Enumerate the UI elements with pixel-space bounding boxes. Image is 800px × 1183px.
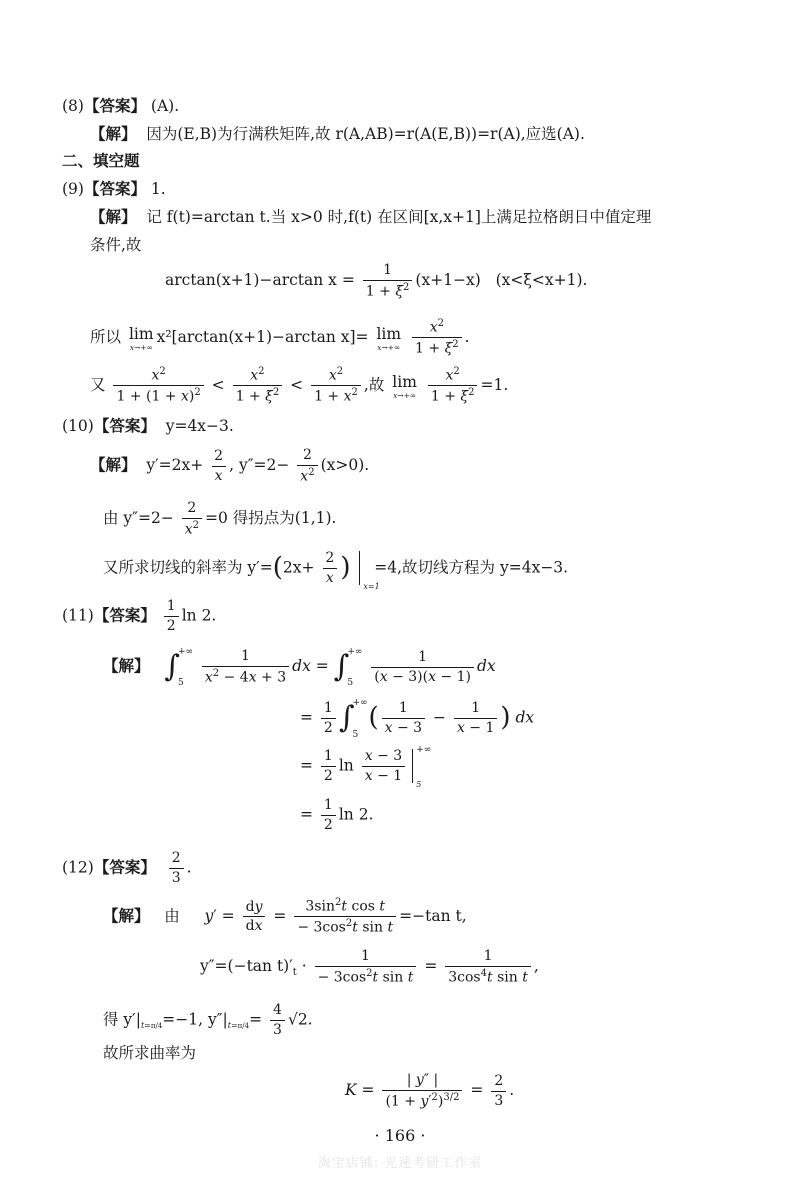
q10-tangent: 又所求切线的斜率为 y′=(2x+ $\frac{2}{x}$ ) x=1 =4,故切线方程为 y=4x−3. xyxy=(103,550,569,591)
q12-answer: . xyxy=(186,858,192,877)
page-number: · 166 · xyxy=(374,1126,426,1145)
q9-label: (9) xyxy=(62,180,84,198)
q11-dx-1: dx xyxy=(292,657,311,676)
q12-y-double-prime: y″=(−tan t)′ xyxy=(200,957,293,976)
q10-solution-tag: 【解】 xyxy=(90,456,137,475)
q8-answer: (A). xyxy=(150,97,180,115)
q9-lim-sub-3: x→+∞ xyxy=(393,390,417,400)
q12-by: 由 xyxy=(164,906,180,925)
q10-inflection-a: 由 y″=2− xyxy=(103,509,174,528)
q12-first-derivative: 【解】 由 y′ = $\frac{dy}{dx}$ = $\frac{3\sin^2t \cos t}{- 3\cos^2t \sin t}$ =−tan t, xyxy=(103,897,467,937)
q10-first-derivative: y′=2x+ xyxy=(146,456,204,475)
q10-domain: (x>0). xyxy=(320,456,370,475)
q12-dot: · xyxy=(301,957,307,976)
q11-answer: ln 2. xyxy=(181,606,217,625)
q11-answer-line: (11)【答案】 $\frac{1}{2}$ ln 2. xyxy=(62,598,217,634)
q12-y-prime-result: =−tan t, xyxy=(399,906,467,925)
q9-limit-fraction: $\frac{x^2}{1 + \xi^2}$ xyxy=(412,318,462,358)
q9-solution-tag: 【解】 xyxy=(90,208,137,226)
q8-solution-text: 因为(E,B)为行满秩矩阵,故 r(A,AB)=r(A(E,B))=r(A),应选(A). xyxy=(146,125,585,143)
q8-solution-tag: 【解】 xyxy=(90,125,137,143)
q9-answer: 1. xyxy=(150,180,166,198)
q9-solution-line1 xyxy=(90,208,651,227)
q12-solution-tag: 【解】 xyxy=(103,906,150,925)
q8-answer-line xyxy=(62,97,179,116)
q12-values-a: 得 y′| xyxy=(103,1010,141,1029)
q10-second-derivative: , y″=2− xyxy=(229,456,290,475)
q10-label: (10) xyxy=(62,417,94,435)
q11-integral-line1: 【解】 ∫ +∞ 5 $\frac{1}{x^2 - 4x + 3}$ dx = ∫ +∞ 5 $\frac{1}{(x - 3)(x - 1)}$ dx xyxy=(103,647,496,689)
q11-integral-line3: = $\frac{1}{2}$ ln $\frac{x - 3}{x - 1}$ +∞ 5 xyxy=(300,745,432,789)
q9-squeeze-equation: 又 $\frac{x^2}{1 + (1 + x)^2}$ < $\frac{x^2}{1 + \xi^2}$ < $\frac{x^2}{1 + x^2}$ ,故 lim x→+∞ $\frac{x^2}{1 + \xi^2}$ =1. xyxy=(90,366,509,406)
q12-K: K = xyxy=(345,1081,375,1100)
q10-answer-line xyxy=(62,417,234,436)
q9-solution-text-1: 记 f(t)=arctan t.当 x>0 时,f(t) 在区间[x,x+1]上满足拉格朗日中值定理 xyxy=(146,208,652,226)
q11-label: (11) xyxy=(62,606,94,625)
q12-sub-t: t xyxy=(292,967,297,979)
q9-also-prefix: 又 xyxy=(90,375,106,394)
section-title: 二、填空题 xyxy=(62,152,140,170)
q10-tangent-c: =4,故切线方程为 y=4x−3. xyxy=(374,558,569,577)
q11-integral-line4: = $\frac{1}{2}$ ln 2. xyxy=(300,797,374,833)
q11-ln: ln xyxy=(338,756,354,775)
q12-answer-tag: 【答案】 xyxy=(93,858,156,877)
q8-label: (8) xyxy=(62,97,84,115)
watermark: 淘宝店铺: 光速考研工作室 xyxy=(317,1156,483,1171)
q12-values-c: √2. xyxy=(287,1010,313,1029)
q10-derivatives: 【解】 y′=2x+ $\frac{2}{x}$ , y″=2− $\frac{2}{x^2}$ (x>0). xyxy=(90,447,370,485)
q11-result: ln 2. xyxy=(338,805,374,824)
q11-dx-3: dx xyxy=(515,708,535,727)
q9-also-end: =1. xyxy=(480,375,509,394)
q10-tangent-a: 又所求切线的斜率为 y′= xyxy=(103,558,273,577)
q9-also-mid: ,故 xyxy=(363,375,385,394)
q10-answer: y=4x−3. xyxy=(165,417,234,435)
q11-dx-2: dx xyxy=(477,657,496,676)
q9-eq1-condition: (x<ξ<x+1). xyxy=(495,271,588,290)
q10-inflection-b: =0 得拐点为(1,1). xyxy=(205,509,337,528)
q9-answer-line xyxy=(62,180,166,199)
q12-answer-line: (12)【答案】 $\frac{2}{3}$ . xyxy=(62,850,192,886)
q10-answer-tag: 【答案】 xyxy=(93,417,156,435)
q9-lim-sub: x→+∞ xyxy=(129,342,153,352)
q12-second-derivative: y″=(−tan $t)'_t$ · $\frac{1}{- 3\cos^2t \sin t}$ = $\frac{1}{3\cos^4t \sin t}$ , xyxy=(200,948,539,986)
q8-answer-tag: 【答案】 xyxy=(83,97,146,115)
q11-solution-tag: 【解】 xyxy=(103,657,150,676)
q9-so-prefix: 所以 xyxy=(90,327,122,346)
q8-solution-line xyxy=(90,125,585,144)
q9-so-mid: x²[arctan(x+1)−arctan x]= xyxy=(156,327,369,346)
q11-integral-line2: = $\frac{1}{2}$ ∫ +∞ 5 ( $\frac{1}{x - 3}$ − $\frac{1}{x - 1}$ ) dx xyxy=(300,698,535,740)
q12-values: 得 $y'|_{t=\pi/4}=-1$, $y''|_{t=\pi/4}=$ $\frac{4}{3}$ √2. xyxy=(103,1002,313,1038)
q9-eq1-fraction: $\frac{1}{1 + \xi^2}$ xyxy=(363,262,413,300)
q9-lim-sub-2: x→+∞ xyxy=(377,342,401,352)
q10-tangent-b: 2x+ xyxy=(282,558,315,577)
q10-eval-sub: x=1 xyxy=(363,581,380,591)
q11-answer-tag: 【答案】 xyxy=(93,606,156,625)
q9-mean-value-equation xyxy=(165,262,587,300)
q9-eq1-left: arctan(x+1)−arctan x = xyxy=(165,271,355,290)
q12-label: (12) xyxy=(62,858,94,877)
q10-inflection: 由 y″=2− $\frac{2}{x^2}$ =0 得拐点为(1,1). xyxy=(103,500,337,538)
q12-values-b: =−1, y″| xyxy=(162,1010,228,1029)
q9-limit-equation: 所以 lim x→+∞ x²[arctan(x+1)−arctan x]= lim x→+∞ $\frac{x^2}{1 + \xi^2}$ . xyxy=(90,318,470,358)
q12-curvature-intro: 故所求曲率为 xyxy=(103,1044,197,1062)
q9-answer-tag: 【答案】 xyxy=(83,180,146,198)
q12-curvature-formula: K = $\frac{| y'' |}{(1 + y'^2)^{3/2}}$ = $\frac{2}{3}$ . xyxy=(345,1072,515,1110)
q9-eq1-right: (x+1−x) xyxy=(415,271,481,290)
q9-solution-line2: 条件,故 xyxy=(90,236,142,254)
